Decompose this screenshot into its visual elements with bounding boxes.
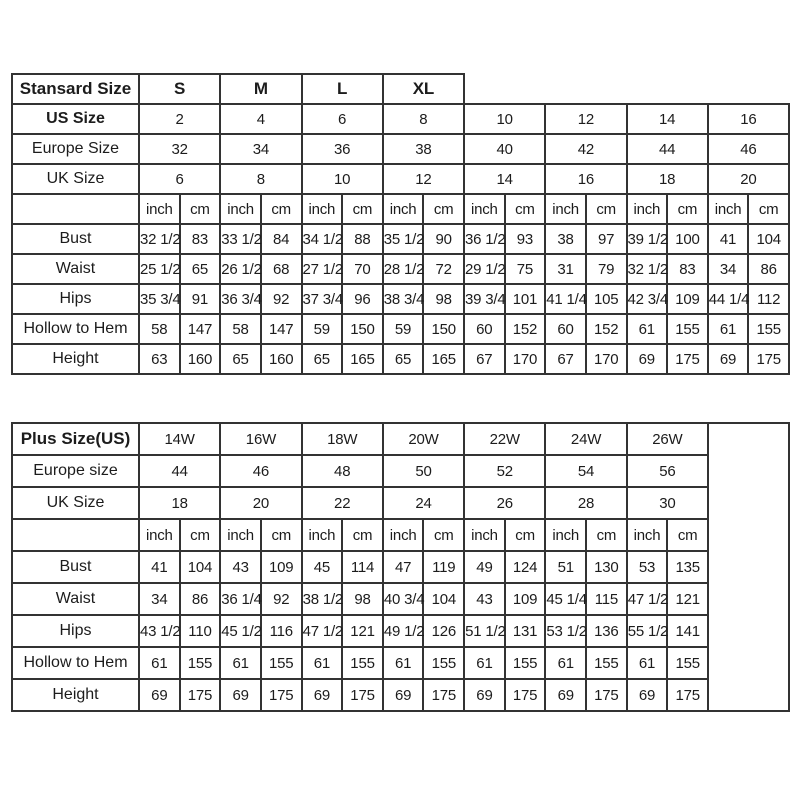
hips-cell: 110: [180, 615, 221, 647]
table-row: [12, 254, 789, 284]
hips-cell: 47 1/2: [302, 615, 343, 647]
size-group-cell: M: [220, 74, 301, 104]
table-row: [12, 455, 789, 487]
height-cell: 175: [261, 679, 302, 711]
hollow-to-hem-cell: 147: [180, 314, 221, 344]
uk-size-cell: 30: [627, 487, 708, 519]
hips-cell: 38 3/4: [383, 284, 424, 314]
height-cell: 175: [667, 679, 708, 711]
height-cell: 160: [180, 344, 221, 374]
waist-cell: 72: [423, 254, 464, 284]
height-cell: 69: [220, 679, 261, 711]
table-row: [12, 344, 789, 374]
bust-cell: 32 1/2: [139, 224, 180, 254]
waist-cell: 26 1/2: [220, 254, 261, 284]
table-row: [12, 74, 789, 104]
label-height: Height: [12, 344, 139, 374]
hollow-to-hem-cell: 59: [383, 314, 424, 344]
hips-cell: 41 1/4: [545, 284, 586, 314]
label-us-size: US Size: [12, 104, 139, 134]
hollow-to-hem-cell: 155: [261, 647, 302, 679]
bust-cell: 130: [586, 551, 627, 583]
europe-size-cell: 36: [302, 134, 383, 164]
hips-cell: 35 3/4: [139, 284, 180, 314]
bust-cell: 38: [545, 224, 586, 254]
hollow-to-hem-cell: 61: [464, 647, 505, 679]
hips-cell: 98: [423, 284, 464, 314]
plus-size-group-cell: 22W: [464, 423, 545, 455]
height-cell: 175: [667, 344, 708, 374]
bust-cell: 97: [586, 224, 627, 254]
plus-size-group-cell: 20W: [383, 423, 464, 455]
hips-cell: 116: [261, 615, 302, 647]
hollow-to-hem-cell: 61: [627, 314, 668, 344]
unit-cell: inch: [139, 519, 180, 551]
hips-cell: 39 3/4: [464, 284, 505, 314]
hollow-to-hem-cell: 61: [545, 647, 586, 679]
height-cell: 69: [627, 344, 668, 374]
bust-cell: 49: [464, 551, 505, 583]
waist-cell: 115: [586, 583, 627, 615]
waist-cell: 38 1/2: [302, 583, 343, 615]
label-hips: Hips: [12, 615, 139, 647]
bust-cell: 135: [667, 551, 708, 583]
uk-size-cell: 18: [139, 487, 220, 519]
waist-cell: 104: [423, 583, 464, 615]
hollow-to-hem-cell: 59: [302, 314, 343, 344]
label-height: Height: [12, 679, 139, 711]
height-cell: 69: [545, 679, 586, 711]
waist-cell: 40 3/4: [383, 583, 424, 615]
europe-size-cell: 44: [139, 455, 220, 487]
hips-cell: 136: [586, 615, 627, 647]
hollow-to-hem-cell: 58: [139, 314, 180, 344]
hollow-to-hem-cell: 150: [423, 314, 464, 344]
table-row: [12, 519, 789, 551]
hips-cell: 91: [180, 284, 221, 314]
plus-size-group-cell: 24W: [545, 423, 626, 455]
bust-cell: 83: [180, 224, 221, 254]
waist-cell: 98: [342, 583, 383, 615]
unit-cell: cm: [261, 194, 302, 224]
hollow-to-hem-cell: 61: [708, 314, 749, 344]
hips-cell: 121: [342, 615, 383, 647]
waist-cell: 68: [261, 254, 302, 284]
hips-cell: 53 1/2: [545, 615, 586, 647]
corner-label-plus-size: Plus Size(US): [12, 423, 139, 455]
uk-size-cell: 6: [139, 164, 220, 194]
unit-cell: inch: [464, 194, 505, 224]
uk-size-cell: 28: [545, 487, 626, 519]
corner-label-standard-size: Stansard Size: [12, 74, 139, 104]
plus-size-group-cell: 14W: [139, 423, 220, 455]
bust-cell: 104: [748, 224, 789, 254]
bust-cell: 34 1/2: [302, 224, 343, 254]
hips-cell: 45 1/2: [220, 615, 261, 647]
waist-cell: 27 1/2: [302, 254, 343, 284]
europe-size-cell: 56: [627, 455, 708, 487]
unit-cell: inch: [545, 194, 586, 224]
bust-cell: 33 1/2: [220, 224, 261, 254]
unit-cell: cm: [261, 519, 302, 551]
waist-cell: 65: [180, 254, 221, 284]
europe-size-cell: 54: [545, 455, 626, 487]
table-row: [12, 224, 789, 254]
height-cell: 69: [383, 679, 424, 711]
unit-cell: cm: [748, 194, 789, 224]
waist-cell: 34: [708, 254, 749, 284]
waist-cell: 29 1/2: [464, 254, 505, 284]
hips-cell: 49 1/2: [383, 615, 424, 647]
hollow-to-hem-cell: 61: [139, 647, 180, 679]
hollow-to-hem-cell: 152: [586, 314, 627, 344]
unit-cell: cm: [423, 519, 464, 551]
hollow-to-hem-cell: 60: [464, 314, 505, 344]
unit-cell: cm: [342, 519, 383, 551]
waist-cell: 79: [586, 254, 627, 284]
uk-size-cell: 24: [383, 487, 464, 519]
unit-cell: inch: [220, 194, 261, 224]
hollow-to-hem-cell: 60: [545, 314, 586, 344]
hips-cell: 112: [748, 284, 789, 314]
unit-cell: cm: [342, 194, 383, 224]
table-row: [12, 423, 789, 455]
height-cell: 175: [586, 679, 627, 711]
label-waist: Waist: [12, 254, 139, 284]
waist-cell: 34: [139, 583, 180, 615]
us-size-cell: 10: [464, 104, 545, 134]
table-row: [12, 679, 789, 711]
unit-cell: cm: [505, 519, 546, 551]
label-hollow-to-hem: Hollow to Hem: [12, 314, 139, 344]
table-row: [12, 647, 789, 679]
height-cell: 175: [423, 679, 464, 711]
hips-cell: 101: [505, 284, 546, 314]
plus-size-group-cell: 26W: [627, 423, 708, 455]
size-group-cell: S: [139, 74, 220, 104]
unit-cell: cm: [180, 519, 221, 551]
waist-cell: 86: [748, 254, 789, 284]
table-row: [12, 551, 789, 583]
hollow-to-hem-cell: 147: [261, 314, 302, 344]
bust-cell: 124: [505, 551, 546, 583]
plus-size-table: [11, 422, 790, 712]
bust-cell: 90: [423, 224, 464, 254]
europe-size-cell: 34: [220, 134, 301, 164]
height-cell: 170: [586, 344, 627, 374]
bust-cell: 39 1/2: [627, 224, 668, 254]
hollow-to-hem-cell: 155: [586, 647, 627, 679]
unit-cell: cm: [667, 519, 708, 551]
us-size-cell: 16: [708, 104, 789, 134]
height-cell: 69: [464, 679, 505, 711]
europe-size-cell: 46: [708, 134, 789, 164]
unit-cell: inch: [627, 194, 668, 224]
europe-size-cell: 44: [627, 134, 708, 164]
us-size-cell: 12: [545, 104, 626, 134]
table-row: [12, 104, 789, 134]
height-cell: 175: [342, 679, 383, 711]
europe-size-cell: 50: [383, 455, 464, 487]
label-bust: Bust: [12, 551, 139, 583]
unit-cell: cm: [586, 519, 627, 551]
hollow-to-hem-cell: 61: [220, 647, 261, 679]
waist-cell: 70: [342, 254, 383, 284]
hollow-to-hem-cell: 152: [505, 314, 546, 344]
bust-cell: 109: [261, 551, 302, 583]
waist-cell: 43: [464, 583, 505, 615]
table-row: [12, 194, 789, 224]
uk-size-cell: 22: [302, 487, 383, 519]
standard-size-table: [11, 73, 790, 375]
table-row: [12, 284, 789, 314]
bust-cell: 93: [505, 224, 546, 254]
waist-cell: 83: [667, 254, 708, 284]
label-waist: Waist: [12, 583, 139, 615]
us-size-cell: 8: [383, 104, 464, 134]
hollow-to-hem-cell: 61: [627, 647, 668, 679]
uk-size-cell: 8: [220, 164, 301, 194]
table-row: [12, 487, 789, 519]
waist-cell: 92: [261, 583, 302, 615]
table-row: [12, 314, 789, 344]
bust-cell: 88: [342, 224, 383, 254]
uk-size-cell: 14: [464, 164, 545, 194]
waist-cell: 45 1/4: [545, 583, 586, 615]
unit-cell: inch: [545, 519, 586, 551]
hollow-to-hem-cell: 155: [667, 647, 708, 679]
hips-cell: 109: [667, 284, 708, 314]
unit-cell: inch: [220, 519, 261, 551]
bust-cell: 51: [545, 551, 586, 583]
us-size-cell: 2: [139, 104, 220, 134]
bust-cell: 84: [261, 224, 302, 254]
bust-cell: 43: [220, 551, 261, 583]
height-cell: 170: [505, 344, 546, 374]
waist-cell: 75: [505, 254, 546, 284]
bust-cell: 35 1/2: [383, 224, 424, 254]
label-hollow-to-hem: Hollow to Hem: [12, 647, 139, 679]
unit-cell: cm: [586, 194, 627, 224]
height-cell: 165: [342, 344, 383, 374]
height-cell: 65: [302, 344, 343, 374]
uk-size-cell: 20: [708, 164, 789, 194]
europe-size-cell: 42: [545, 134, 626, 164]
hips-cell: 42 3/4: [627, 284, 668, 314]
waist-cell: 109: [505, 583, 546, 615]
unit-cell: cm: [423, 194, 464, 224]
unit-cell: cm: [505, 194, 546, 224]
hips-cell: 44 1/4: [708, 284, 749, 314]
europe-size-cell: 46: [220, 455, 301, 487]
plus-size-group-cell: 18W: [302, 423, 383, 455]
unit-cell: cm: [667, 194, 708, 224]
hollow-to-hem-cell: 155: [667, 314, 708, 344]
hollow-to-hem-cell: 155: [342, 647, 383, 679]
us-size-cell: 6: [302, 104, 383, 134]
height-cell: 165: [423, 344, 464, 374]
label-europe-size: Europe size: [12, 455, 139, 487]
hollow-to-hem-cell: 150: [342, 314, 383, 344]
unit-cell: cm: [180, 194, 221, 224]
label-bust: Bust: [12, 224, 139, 254]
unit-cell: inch: [464, 519, 505, 551]
waist-cell: 31: [545, 254, 586, 284]
size-group-cell: XL: [383, 74, 464, 104]
waist-cell: 32 1/2: [627, 254, 668, 284]
unit-cell: inch: [383, 194, 424, 224]
label-uk-size: UK Size: [12, 487, 139, 519]
hips-cell: 51 1/2: [464, 615, 505, 647]
bust-cell: 104: [180, 551, 221, 583]
hollow-to-hem-cell: 155: [505, 647, 546, 679]
unit-cell: inch: [139, 194, 180, 224]
uk-size-cell: 18: [627, 164, 708, 194]
waist-cell: 121: [667, 583, 708, 615]
europe-size-cell: 52: [464, 455, 545, 487]
bust-cell: 36 1/2: [464, 224, 505, 254]
table-row: [12, 583, 789, 615]
hips-cell: 37 3/4: [302, 284, 343, 314]
hips-cell: 131: [505, 615, 546, 647]
uk-size-cell: 16: [545, 164, 626, 194]
waist-cell: 86: [180, 583, 221, 615]
height-cell: 175: [180, 679, 221, 711]
bust-cell: 41: [139, 551, 180, 583]
table-row: [12, 615, 789, 647]
hips-cell: 43 1/2: [139, 615, 180, 647]
europe-size-cell: 38: [383, 134, 464, 164]
uk-size-cell: 26: [464, 487, 545, 519]
uk-size-cell: 20: [220, 487, 301, 519]
bust-cell: 45: [302, 551, 343, 583]
plus-size-group-cell: 16W: [220, 423, 301, 455]
europe-size-cell: 48: [302, 455, 383, 487]
unit-cell: inch: [627, 519, 668, 551]
hollow-to-hem-cell: 61: [302, 647, 343, 679]
hips-cell: 96: [342, 284, 383, 314]
label-europe-size: Europe Size: [12, 134, 139, 164]
unit-cell: inch: [383, 519, 424, 551]
height-cell: 175: [748, 344, 789, 374]
unit-cell: inch: [302, 519, 343, 551]
hollow-to-hem-cell: 61: [383, 647, 424, 679]
hollow-to-hem-cell: 155: [180, 647, 221, 679]
bust-cell: 41: [708, 224, 749, 254]
hips-cell: 55 1/2: [627, 615, 668, 647]
height-cell: 63: [139, 344, 180, 374]
waist-cell: 28 1/2: [383, 254, 424, 284]
bust-cell: 119: [423, 551, 464, 583]
bust-cell: 47: [383, 551, 424, 583]
waist-cell: 36 1/4: [220, 583, 261, 615]
hips-cell: 92: [261, 284, 302, 314]
height-cell: 67: [545, 344, 586, 374]
uk-size-cell: 12: [383, 164, 464, 194]
hollow-to-hem-cell: 155: [423, 647, 464, 679]
height-cell: 160: [261, 344, 302, 374]
hips-cell: 105: [586, 284, 627, 314]
hips-cell: 36 3/4: [220, 284, 261, 314]
label-hips: Hips: [12, 284, 139, 314]
height-cell: 175: [505, 679, 546, 711]
height-cell: 69: [139, 679, 180, 711]
hollow-to-hem-cell: 155: [748, 314, 789, 344]
us-size-cell: 14: [627, 104, 708, 134]
us-size-cell: 4: [220, 104, 301, 134]
bust-cell: 114: [342, 551, 383, 583]
label-uk-size: UK Size: [12, 164, 139, 194]
unit-cell: inch: [302, 194, 343, 224]
height-cell: 69: [302, 679, 343, 711]
empty-label-cell: [12, 194, 139, 224]
europe-size-cell: 40: [464, 134, 545, 164]
waist-cell: 25 1/2: [139, 254, 180, 284]
height-cell: 65: [220, 344, 261, 374]
bust-cell: 53: [627, 551, 668, 583]
height-cell: 69: [627, 679, 668, 711]
size-group-cell: L: [302, 74, 383, 104]
table-row: [12, 164, 789, 194]
europe-size-cell: 32: [139, 134, 220, 164]
hollow-to-hem-cell: 58: [220, 314, 261, 344]
hips-cell: 141: [667, 615, 708, 647]
height-cell: 67: [464, 344, 505, 374]
bust-cell: 100: [667, 224, 708, 254]
table-row: [12, 134, 789, 164]
unit-cell: inch: [708, 194, 749, 224]
height-cell: 69: [708, 344, 749, 374]
uk-size-cell: 10: [302, 164, 383, 194]
waist-cell: 47 1/2: [627, 583, 668, 615]
hips-cell: 126: [423, 615, 464, 647]
height-cell: 65: [383, 344, 424, 374]
empty-merged-cell: [708, 423, 789, 711]
empty-label-cell: [12, 519, 139, 551]
